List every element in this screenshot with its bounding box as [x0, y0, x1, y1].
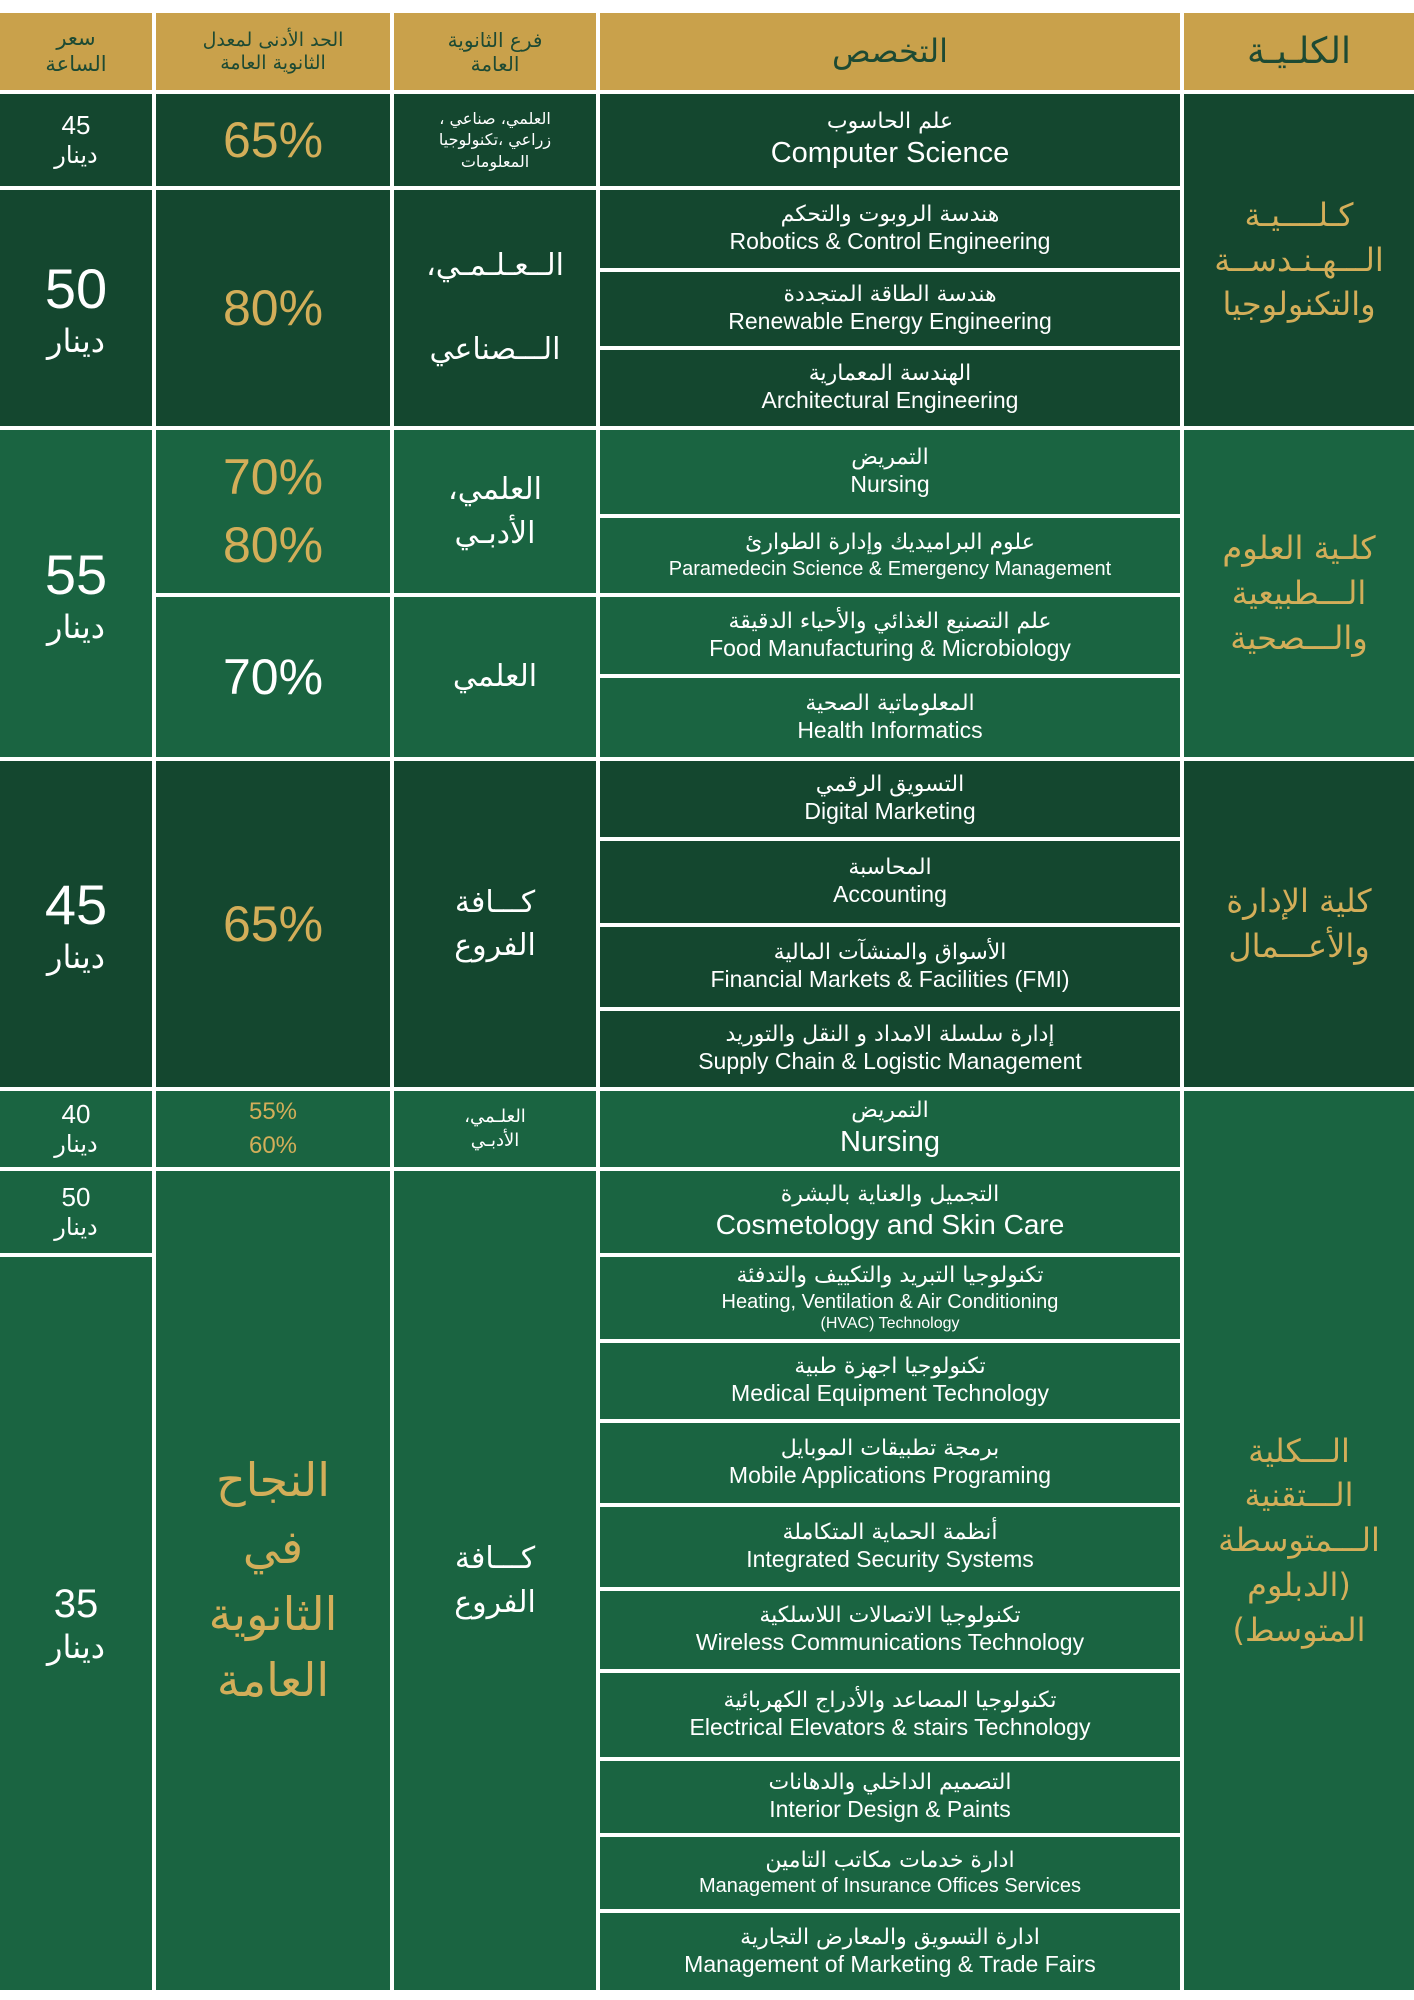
branch: الــعـلـمـي، الـــصناعي	[394, 190, 596, 426]
specialization-en: Cosmetology and Skin Care	[715, 1209, 1065, 1241]
min-average: 70%	[156, 597, 390, 757]
specialization-row	[600, 1423, 1180, 1503]
specialization-row	[600, 1507, 1180, 1587]
specialization-en: Food Manufacturing & Microbiology	[709, 634, 1071, 661]
specialization-en: Digital Marketing	[804, 798, 976, 825]
specialization-row	[600, 430, 1180, 514]
specialization-en: Paramedecin Science & Emergency Management	[668, 557, 1112, 580]
college-natural-health-sciences: كلـية العلوم الـــطبيعية والـــصحية	[1184, 430, 1414, 757]
specialization-row	[600, 761, 1180, 837]
price-cell	[0, 1257, 152, 1990]
specialization-ar: المعلوماتية الصحية	[805, 690, 975, 716]
min-average: النجاح في الثانوية العامة	[156, 1171, 390, 1990]
specialization-en: Heating, Ventilation & Air Conditioning	[721, 1290, 1059, 1313]
specialization-en: Management of Insurance Offices Services	[698, 1875, 1082, 1898]
min-average: 70% 80%	[156, 430, 390, 593]
specialization-ar: أنظمة الحماية المتكاملة	[782, 1520, 998, 1545]
price-unit: دينار	[54, 1213, 98, 1242]
specialization-en: Supply Chain & Logistic Management	[698, 1048, 1082, 1075]
specialization-ar: علم التصنيع الغذائي والأحياء الدقيقة	[728, 608, 1052, 634]
specialization-ar: التمريض	[851, 1098, 929, 1124]
specialization-row	[600, 1011, 1180, 1087]
specialization-ar: تكنولوجيا الاتصالات اللاسلكية	[759, 1603, 1021, 1628]
price-unit: دينار	[46, 938, 105, 977]
specialization-ar: هندسة الطاقة المتجددة	[783, 282, 997, 307]
specialization-row	[600, 1257, 1180, 1339]
price-unit: دينار	[46, 1628, 105, 1667]
min-average: 80%	[156, 190, 390, 426]
price-cell	[0, 430, 152, 757]
price-cell	[0, 190, 152, 426]
header-min-average: الحد الأدنى لمعدل الثانوية العامة	[156, 13, 390, 90]
specialization-row	[600, 190, 1180, 268]
price-cell	[0, 761, 152, 1087]
specialization-en: Nursing	[850, 471, 930, 498]
min-average: 55% 60%	[156, 1091, 390, 1167]
price-cell	[0, 1091, 152, 1167]
specialization-row	[600, 1761, 1180, 1833]
specialization-en: Nursing	[840, 1125, 940, 1158]
specialization-en: Medical Equipment Technology	[731, 1380, 1049, 1407]
college-business: كلية الإدارة والأعـــمال	[1184, 761, 1414, 1087]
min-average: 65%	[156, 94, 390, 186]
specialization-en-line2: (HVAC) Technology	[820, 1314, 960, 1332]
specialization-row	[600, 1591, 1180, 1669]
price-value: 50	[44, 257, 108, 321]
price-unit: دينار	[46, 322, 105, 361]
price-value: 45	[61, 110, 91, 140]
specialization-row	[600, 518, 1180, 593]
price-value: 55	[44, 542, 108, 606]
specialization-row	[600, 841, 1180, 923]
specialization-ar: التصميم الداخلي والدهانات	[768, 1770, 1012, 1795]
specialization-row	[600, 1091, 1180, 1167]
price-cell	[0, 1171, 152, 1253]
specialization-en: Accounting	[833, 881, 947, 908]
specialization-en: Mobile Applications Programing	[728, 1462, 1052, 1489]
specialization-row	[600, 350, 1180, 426]
specialization-en: Financial Markets & Facilities (FMI)	[710, 966, 1070, 993]
specialization-row	[600, 1837, 1180, 1909]
branch: العلمي	[394, 597, 596, 757]
price-value: 50	[61, 1182, 91, 1212]
price-cell	[0, 94, 152, 186]
specialization-ar: التسويق الرقمي	[815, 772, 965, 797]
specialization-en: Interior Design & Paints	[769, 1796, 1011, 1823]
specialization-row	[600, 1913, 1180, 1990]
branch: العلمي، صناعي ، زراعي ،تكنولوجيا المعلومات	[394, 94, 596, 186]
branch: كـــافة الفروع	[394, 1171, 596, 1990]
specialization-en: Renewable Energy Engineering	[728, 308, 1052, 335]
specialization-en: Robotics & Control Engineering	[729, 228, 1051, 255]
specialization-ar: برمجة تطبيقات الموبايل	[780, 1436, 1000, 1461]
min-average: 65%	[156, 761, 390, 1087]
specialization-row	[600, 272, 1180, 346]
specialization-ar: الهندسة المعمارية	[808, 361, 972, 386]
specialization-ar: هندسة الروبوت والتحكم	[780, 202, 1000, 227]
specialization-en: Health Informatics	[797, 716, 983, 743]
branch: العلـمي، الأدبـي	[394, 1091, 596, 1167]
specialization-ar: إدارة سلسلة الامداد و النقل والتوريد	[725, 1022, 1055, 1047]
specialization-row	[600, 1171, 1180, 1253]
college-engineering: كـلــــيـة الـــهـنـدســة والتكنولوجيا	[1184, 94, 1414, 426]
specialization-ar: تكنولوجيا اجهزة طبية	[794, 1354, 986, 1379]
college-technical-diploma: الـــكلية الـــتقنية الـــمتوسطة (الدبلوم المتوسط)	[1184, 1091, 1414, 1990]
specialization-ar: التجميل والعناية بالبشرة	[780, 1182, 1000, 1207]
price-unit: دينار	[54, 141, 98, 170]
branch: العلمي، الأدبـي	[394, 430, 596, 593]
header-college: الكلـيـة	[1184, 13, 1414, 90]
specialization-en: Computer Science	[770, 136, 1010, 169]
specialization-en: Architectural Engineering	[761, 387, 1019, 414]
price-value: 35	[53, 1582, 99, 1627]
specialization-en: Management of Marketing & Trade Fairs	[684, 1950, 1096, 1977]
specialization-ar: علم الحاسوب	[826, 109, 954, 135]
branch: كـــافة الفروع	[394, 761, 596, 1087]
specialization-ar: الأسواق والمنشآت المالية	[773, 940, 1007, 965]
price-unit: دينار	[54, 1130, 98, 1159]
specialization-row	[600, 678, 1180, 757]
header-branch: فرع الثانوية العامة	[394, 13, 596, 90]
specialization-ar: تكنولوجيا التبريد والتكييف والتدفئة	[736, 1263, 1044, 1289]
specialization-row	[600, 94, 1180, 186]
specialization-row	[600, 1343, 1180, 1419]
header-price: سعر الساعة	[0, 13, 152, 90]
specialization-en: Wireless Communications Technology	[695, 1629, 1085, 1656]
specialization-row	[600, 927, 1180, 1007]
specialization-ar: علوم البراميديك وإدارة الطوارئ	[745, 530, 1035, 556]
specialization-row	[600, 1673, 1180, 1757]
price-unit: دينار	[46, 607, 105, 646]
specialization-ar: ادارة خدمات مكاتب التامين	[765, 1847, 1015, 1873]
specialization-ar: التمريض	[851, 445, 929, 470]
specialization-en: Integrated Security Systems	[746, 1546, 1034, 1573]
specialization-ar: تكنولوجيا المصاعد والأدراج الكهربائية	[723, 1688, 1057, 1713]
header-specialization: التخصص	[600, 13, 1180, 90]
specialization-en: Electrical Elevators & stairs Technology	[689, 1714, 1091, 1741]
specialization-ar: ادارة التسويق والمعارض التجارية	[740, 1924, 1040, 1950]
specialization-ar: المحاسبة	[848, 855, 932, 880]
specialization-row	[600, 597, 1180, 674]
price-value: 45	[44, 873, 108, 937]
price-value: 40	[61, 1099, 91, 1129]
